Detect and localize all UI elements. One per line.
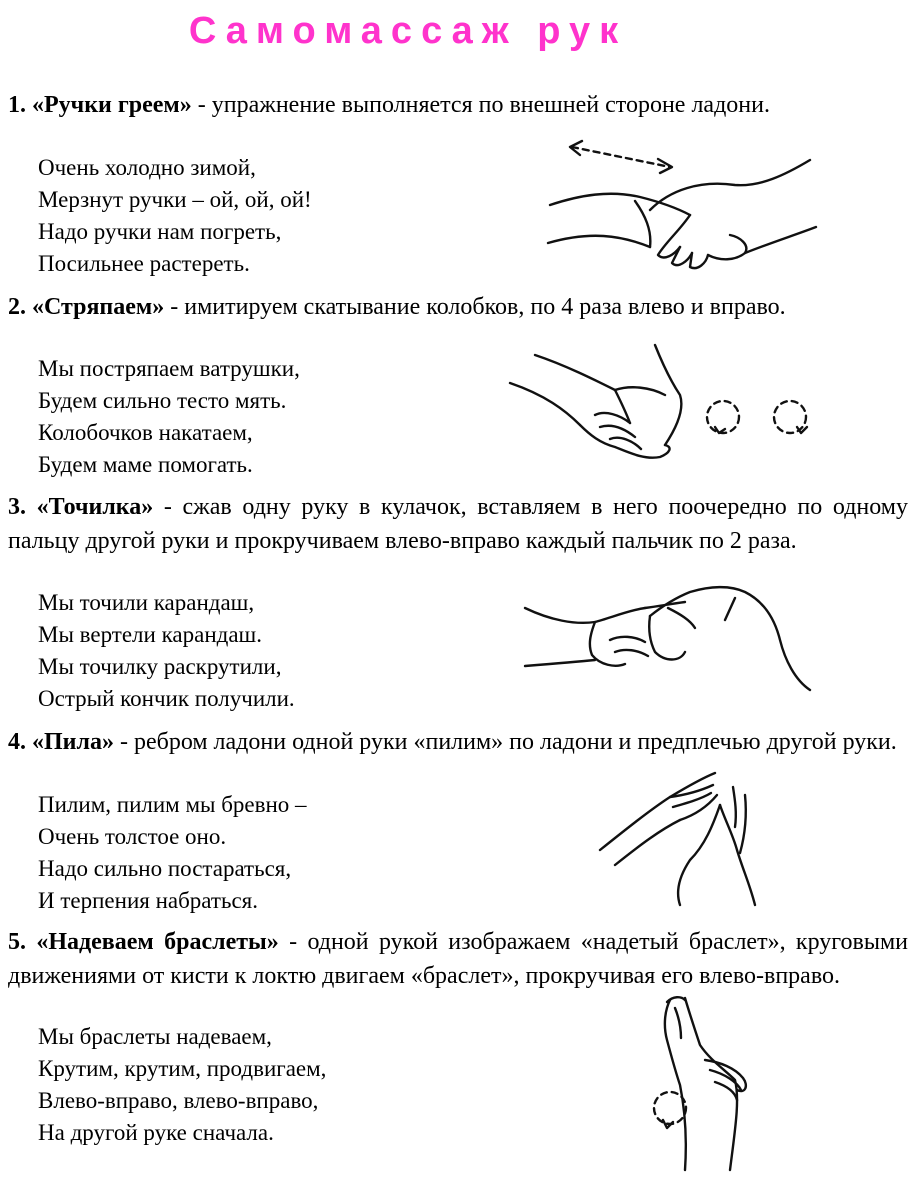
verse-line: Мерзнут ручки – ой, ой, ой! <box>38 187 312 212</box>
verse-line: Колобочков накатаем, <box>38 420 253 445</box>
exercise-5-text: - одной рукой изображаем «надетый браслет», круговыми движениями от кисти к локтю двигаем «браслет», прокручивая его влево-вправо. <box>8 929 908 989</box>
bracelet-hands-icon <box>645 990 765 1175</box>
verse-line: Будем сильно тесто мять. <box>38 388 287 413</box>
exercise-2-name: «Стряпаем» <box>32 294 165 320</box>
exercise-1-text: - упражнение выполняется по внешней стороне ладони. <box>191 92 770 118</box>
exercise-3-name: «Точилка» <box>36 494 154 520</box>
verse-line: Мы постряпаем ватрушки, <box>38 356 300 381</box>
exercise-5-number: 5. <box>8 929 26 955</box>
exercise-1-description <box>8 88 908 122</box>
verse-line: Посильнее растереть. <box>38 251 250 276</box>
verse-line: И терпения набраться. <box>38 888 258 913</box>
exercise-3-verse <box>38 587 295 715</box>
hands-rubbing-icon <box>540 135 816 275</box>
exercise-2-number: 2. <box>8 294 26 320</box>
verse-line: Влево-вправо, влево-вправо, <box>38 1088 319 1113</box>
verse-line: На другой руке сначала. <box>38 1120 274 1145</box>
exercise-2-verse <box>38 353 300 481</box>
exercise-4-text: - ребром ладони одной руки «пилим» по ладони и предплечью другой руки. <box>113 729 897 755</box>
exercise-1-number: 1. <box>8 92 26 118</box>
exercise-2-description <box>8 290 908 324</box>
exercise-4-number: 4. <box>8 729 26 755</box>
exercise-4-name: «Пила» <box>32 729 114 755</box>
exercise-3-text: - сжав одну руку в кулачок, вставляем в него поочередно по одному пальцу другой руки и прокручиваем влево-вправо каждый пальчик по 2 раза. <box>8 494 908 554</box>
exercise-2-text: - имитируем скатывание колобков, по 4 раза влево и вправо. <box>164 294 786 320</box>
pencil-sharpener-hands-icon <box>520 580 816 695</box>
exercise-1-verse <box>38 152 312 280</box>
verse-line: Будем маме помогать. <box>38 452 253 477</box>
verse-line: Надо сильно постараться, <box>38 856 292 881</box>
exercise-4-verse <box>38 789 307 917</box>
verse-line: Мы точилку раскрутили, <box>38 654 282 679</box>
verse-line: Мы браслеты надеваем, <box>38 1024 272 1049</box>
exercise-3-description <box>8 490 908 558</box>
saw-hands-icon <box>595 765 765 910</box>
verse-line: Надо ручки нам погреть, <box>38 219 282 244</box>
exercise-5-name: «Надеваем браслеты» <box>36 929 279 955</box>
verse-line: Мы вертели карандаш. <box>38 622 263 647</box>
verse-line: Очень толстое оно. <box>38 824 227 849</box>
verse-line: Острый кончик получили. <box>38 686 295 711</box>
verse-line: Пилим, пилим мы бревно – <box>38 792 307 817</box>
exercise-4-description <box>8 725 908 759</box>
verse-line: Мы точили карандаш, <box>38 590 255 615</box>
exercise-1-name: «Ручки греем» <box>32 92 192 118</box>
exercise-5-verse <box>38 1021 326 1149</box>
hands-rolling-icon <box>505 335 816 470</box>
page-title: Самомассаж рук <box>188 10 628 52</box>
verse-line: Очень холодно зимой, <box>38 155 256 180</box>
exercise-3-number: 3. <box>8 494 26 520</box>
verse-line: Крутим, крутим, продвигаем, <box>38 1056 327 1081</box>
exercise-5-description <box>8 925 908 993</box>
